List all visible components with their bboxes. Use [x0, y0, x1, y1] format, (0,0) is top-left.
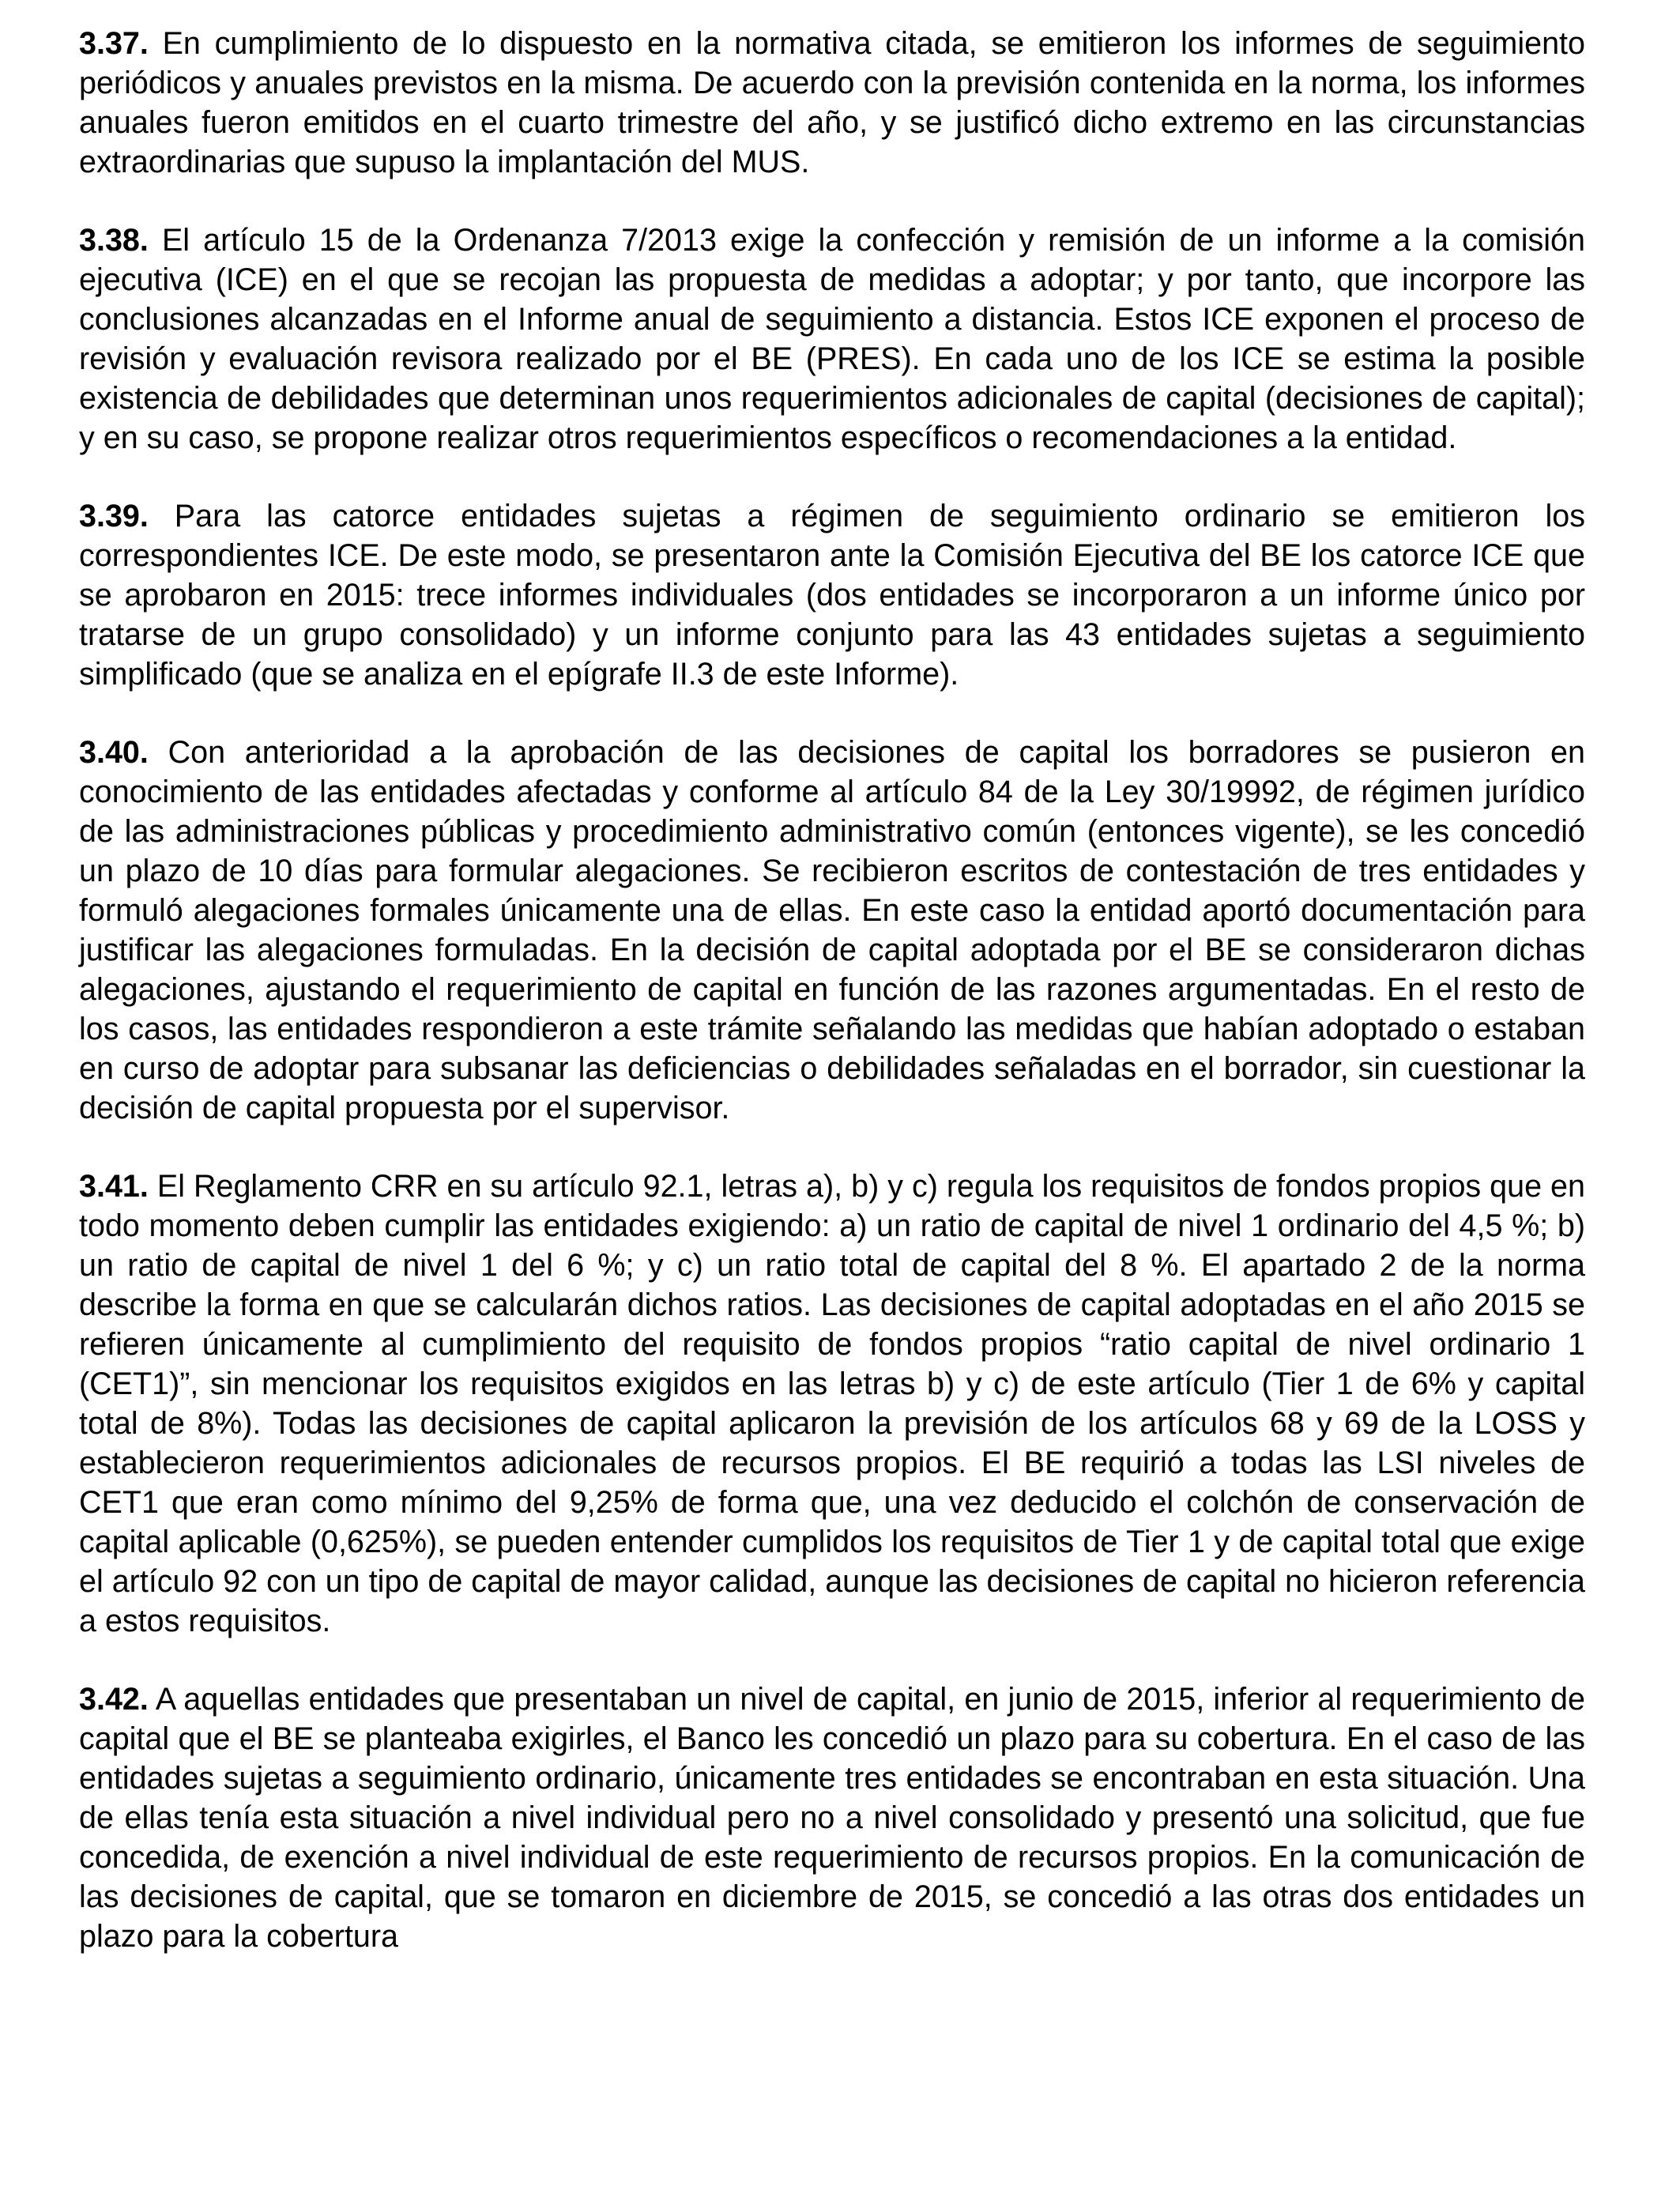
- paragraph-number: 3.37.: [79, 26, 149, 61]
- paragraph-text: A aquellas entidades que presentaban un nivel de capital, en junio de 2015, inferior al requerimiento de capital que el BE se planteaba exigirles, el Banco les concedió un plazo para su cobertura. En el caso de las entidades sujetas a seguimiento ordinario, únicamente tres entidades se encontraban en esta situación. Una de ellas tenía esta situación a nivel individual pero no a nivel consolidado y presentó una solicitud, que fue concedida, de exención a nivel individual de este requerimiento de recursos propios. En la comunicación de las decisiones de capital, que se tomaron en diciembre de 2015, se concedió a las otras dos entidades un plazo para la cobertura: [79, 1682, 1585, 1954]
- paragraph-number: 3.39.: [79, 499, 149, 533]
- paragraph-3-39: [79, 496, 1585, 694]
- paragraph-number: 3.40.: [79, 735, 149, 770]
- paragraph-text: El Reglamento CRR en su artículo 92.1, letras a), b) y c) regula los requisitos de fondos propios que en todo momento deben cumplir las entidades exigiendo: a) un ratio de capital de nivel 1 ordinario del 4,5 %; b) un ratio de capital de nivel 1 del 6 %; y c) un ratio total de capital del 8 %. El apartado 2 de la norma describe la forma en que se calcularán dichos ratios. Las decisiones de capital adoptadas en el año 2015 se refieren únicamente al cumplimiento del requisito de fondos propios “ratio capital de nivel ordinario 1 (CET1)”, sin mencionar los requisitos exigidos en las letras b) y c) de este artículo (Tier 1 de 6% y capital total de 8%). Todas las decisiones de capital aplicaron la previsión de los artículos 68 y 69 de la LOSS y establecieron requerimientos adicionales de recursos propios. El BE requirió a todas las LSI niveles de CET1 que eran como mínimo del 9,25% de forma que, una vez deducido el colchón de conservación de capital aplicable (0,625%), se pueden entender cumplidos los requisitos de Tier 1 y de capital total que exige el artículo 92 con un tipo de capital de mayor calidad, aunque las decisiones de capital no hicieron referencia a estos requisitos.: [79, 1169, 1585, 1638]
- paragraph-3-41: [79, 1167, 1585, 1641]
- paragraph-number: 3.41.: [79, 1169, 149, 1204]
- paragraph-3-38: [79, 221, 1585, 458]
- paragraph-3-37: [79, 24, 1585, 182]
- paragraph-3-40: [79, 733, 1585, 1128]
- paragraph-3-42: [79, 1679, 1585, 1956]
- paragraph-number: 3.42.: [79, 1682, 149, 1717]
- document-page: [79, 24, 1585, 1995]
- paragraph-number: 3.38.: [79, 223, 149, 258]
- paragraph-text: Para las catorce entidades sujetas a régimen de seguimiento ordinario se emitieron los correspondientes ICE. De este modo, se presentaron ante la Comisión Ejecutiva del BE los catorce ICE que se aprobaron en 2015: trece informes individuales (dos entidades se incorporaron a un informe único por tratarse de un grupo consolidado) y un informe conjunto para las 43 entidades sujetas a seguimiento simplificado (que se analiza en el epígrafe II.3 de este Informe).: [79, 499, 1585, 692]
- paragraph-text: Con anterioridad a la aprobación de las decisiones de capital los borradores se pusieron en conocimiento de las entidades afectadas y conforme al artículo 84 de la Ley 30/19992, de régimen jurídico de las administraciones públicas y procedimiento administrativo común (entonces vigente), se les concedió un plazo de 10 días para formular alegaciones. Se recibieron escritos de contestación de tres entidades y formuló alegaciones formales únicamente una de ellas. En este caso la entidad aportó documentación para justificar las alegaciones formuladas. En la decisión de capital adoptada por el BE se consideraron dichas alegaciones, ajustando el requerimiento de capital en función de las razones argumentadas. En el resto de los casos, las entidades respondieron a este trámite señalando las medidas que habían adoptado o estaban en curso de adoptar para subsanar las deficiencias o debilidades señaladas en el borrador, sin cuestionar la decisión de capital propuesta por el supervisor.: [79, 735, 1585, 1125]
- paragraph-text: El artículo 15 de la Ordenanza 7/2013 exige la confección y remisión de un informe a la comisión ejecutiva (ICE) en el que se recojan las propuesta de medidas a adoptar; y por tanto, que incorpore las conclusiones alcanzadas en el Informe anual de seguimiento a distancia. Estos ICE exponen el proceso de revisión y evaluación revisora realizado por el BE (PRES). En cada uno de los ICE se estima la posible existencia de debilidades que determinan unos requerimientos adicionales de capital (decisiones de capital); y en su caso, se propone realizar otros requerimientos específicos o recomendaciones a la entidad.: [79, 223, 1585, 455]
- paragraph-text: En cumplimiento de lo dispuesto en la normativa citada, se emitieron los informes de seguimiento periódicos y anuales previstos en la misma. De acuerdo con la previsión contenida en la norma, los informes anuales fueron emitidos en el cuarto trimestre del año, y se justificó dicho extremo en las circunstancias extraordinarias que supuso la implantación del MUS.: [79, 26, 1585, 179]
